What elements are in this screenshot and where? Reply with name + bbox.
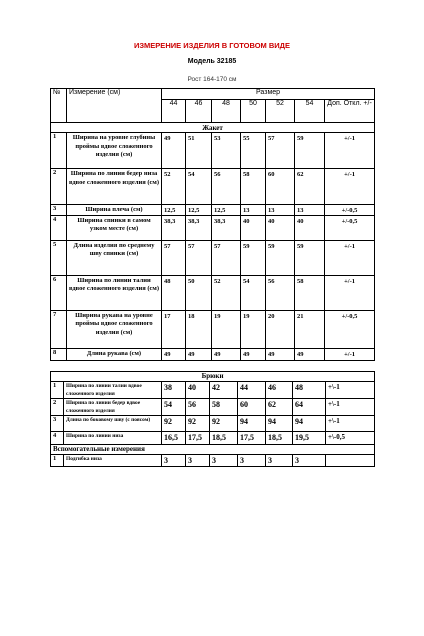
size-value: 18: [186, 310, 212, 348]
row-number: 2: [51, 169, 67, 205]
row-number: 4: [51, 432, 64, 445]
size-value: 40: [186, 382, 210, 399]
measurement-name: Ширина по линии низа: [64, 432, 162, 445]
size-value: 12,5: [162, 205, 186, 216]
measurement-name: Ширина по линии бедер вдвое сложенного изделия: [64, 399, 162, 416]
size-value: 57: [212, 240, 241, 275]
section-title-trousers: Брюки: [51, 372, 375, 382]
row-number: 6: [51, 275, 67, 310]
section-title-aux: Вспомогательные измерения: [51, 445, 375, 455]
size-value: 62: [295, 169, 325, 205]
size-value: 12,5: [212, 205, 241, 216]
tolerance-value: +\-1: [326, 382, 375, 399]
size-value: 49: [266, 348, 295, 360]
table-row: [51, 399, 375, 416]
size-value: 50: [186, 275, 212, 310]
size-value: 59: [295, 133, 325, 169]
size-value: 13: [295, 205, 325, 216]
tolerance-value: +/-1: [325, 240, 375, 275]
tolerance-value: +/-1: [325, 348, 375, 360]
table-row: [51, 310, 375, 348]
size-value: 16,5: [162, 432, 186, 445]
tolerance-value: +/-1: [325, 133, 375, 169]
table-row: [51, 432, 375, 445]
header-num: №: [51, 89, 67, 123]
table-row: [51, 240, 375, 275]
size-value: 38,3: [186, 215, 212, 240]
measurement-name: Длина по боковому шву (с поясом): [64, 416, 162, 432]
size-value: 18,5: [210, 432, 238, 445]
header-size-col: 46: [186, 100, 212, 123]
section-title-jacket: Жакет: [51, 123, 375, 133]
row-number: 2: [51, 399, 64, 416]
size-value: 44: [238, 382, 266, 399]
measurement-name: Ширина плеча (см): [67, 205, 162, 216]
size-value: 17,5: [238, 432, 266, 445]
size-value: 59: [295, 240, 325, 275]
size-value: 56: [212, 169, 241, 205]
size-value: 56: [186, 399, 210, 416]
size-value: 42: [210, 382, 238, 399]
table-row: [51, 416, 375, 432]
size-value: 38,3: [212, 215, 241, 240]
size-value: 57: [266, 133, 295, 169]
size-value: 94: [266, 416, 293, 432]
size-value: 3: [162, 455, 186, 467]
row-number: 1: [51, 133, 67, 169]
table-row: [51, 382, 375, 399]
size-value: 19: [212, 310, 241, 348]
size-value: 92: [210, 416, 238, 432]
size-value: 3: [186, 455, 210, 467]
tolerance-value: +/-1: [325, 169, 375, 205]
tolerance-value: [326, 455, 375, 467]
size-value: 49: [241, 348, 266, 360]
table-row: [51, 169, 375, 205]
measurement-name: Ширина по линии талии вдвое сложенного изделия: [64, 382, 162, 399]
size-value: 3: [293, 455, 326, 467]
size-value: 52: [162, 169, 186, 205]
size-value: 13: [241, 205, 266, 216]
size-value: 49: [295, 348, 325, 360]
table-row: [51, 215, 375, 240]
size-value: 18,5: [266, 432, 293, 445]
size-value: 49: [162, 348, 186, 360]
table-row: [51, 133, 375, 169]
size-value: 3: [238, 455, 266, 467]
size-value: 59: [241, 240, 266, 275]
size-value: 55: [241, 133, 266, 169]
size-value: 92: [162, 416, 186, 432]
size-value: 46: [266, 382, 293, 399]
header-size-col: 54: [295, 100, 325, 123]
size-value: 54: [186, 169, 212, 205]
size-value: 3: [210, 455, 238, 467]
tolerance-value: +/-0,5: [325, 310, 375, 348]
size-value: 12,5: [186, 205, 212, 216]
size-value: 17,5: [186, 432, 210, 445]
measurement-name: Ширина спинки в самом узком месте (см): [67, 215, 162, 240]
size-value: 51: [186, 133, 212, 169]
model-number: Модель 32185: [187, 58, 237, 65]
header-tolerance: Доп. Откл. +/-: [325, 100, 375, 123]
size-value: 19: [241, 310, 266, 348]
row-number: 3: [51, 416, 64, 432]
size-value: 94: [238, 416, 266, 432]
size-value: 48: [162, 275, 186, 310]
tolerance-value: +\-0,5: [326, 432, 375, 445]
row-number: 1: [51, 382, 64, 399]
tolerance-value: +/-0,5: [325, 205, 375, 216]
size-value: 64: [293, 399, 326, 416]
header-size-col: 48: [212, 100, 241, 123]
tolerance-value: +/-0,5: [325, 215, 375, 240]
measurement-name: Подгибка низа: [64, 455, 162, 467]
tolerance-value: +\-1: [326, 399, 375, 416]
trousers-measurement-table: [50, 371, 375, 467]
size-value: 58: [295, 275, 325, 310]
size-value: 40: [241, 215, 266, 240]
size-value: 60: [266, 169, 295, 205]
header-size-col: 52: [266, 100, 295, 123]
size-value: 49: [212, 348, 241, 360]
row-number: 3: [51, 205, 67, 216]
tolerance-value: +/-1: [325, 275, 375, 310]
measurement-name: Ширина по линии бедер низа вдвое сложенного изделия (см): [67, 169, 162, 205]
document-title: ИЗМЕРЕНИЕ ИЗДЕЛИЯ В ГОТОВОМ ВИДЕ: [133, 41, 291, 50]
header-size: Размер: [162, 89, 375, 100]
measurement-name: Ширина на уровне глубины проймы вдвое сложенного изделия (см): [67, 133, 162, 169]
size-value: 57: [162, 240, 186, 275]
section-row-aux: [51, 445, 375, 455]
size-value: 54: [162, 399, 186, 416]
measurement-name: Длина рукава (см): [67, 348, 162, 360]
size-value: 62: [266, 399, 293, 416]
measurement-name: Ширина рукава на уровне проймы вдвое сложенного изделия (см): [67, 310, 162, 348]
height-range: Рост 164-170 см: [187, 76, 237, 83]
size-value: 40: [295, 215, 325, 240]
size-value: 94: [293, 416, 326, 432]
size-value: 17: [162, 310, 186, 348]
row-number: 7: [51, 310, 67, 348]
size-value: 57: [186, 240, 212, 275]
header-measure: Измерение (см): [67, 89, 162, 123]
size-value: 48: [293, 382, 326, 399]
size-value: 21: [295, 310, 325, 348]
header-size-col: 44: [162, 100, 186, 123]
size-value: 49: [186, 348, 212, 360]
row-number: 4: [51, 215, 67, 240]
measurement-name: Ширина по линии талии вдвое сложенного изделия (см): [67, 275, 162, 310]
table-row: [51, 205, 375, 216]
size-value: 60: [238, 399, 266, 416]
row-number: 1: [51, 455, 64, 467]
size-value: 3: [266, 455, 293, 467]
size-value: 19,5: [293, 432, 326, 445]
size-value: 52: [212, 275, 241, 310]
measurement-name: Длина изделия по среднему шву спинки (см): [67, 240, 162, 275]
header-size-col: 50: [241, 100, 266, 123]
size-value: 92: [186, 416, 210, 432]
tolerance-value: +\-1: [326, 416, 375, 432]
table-row: [51, 455, 375, 467]
table-row: [51, 348, 375, 360]
size-value: 58: [210, 399, 238, 416]
size-value: 38: [162, 382, 186, 399]
jacket-measurement-table: [50, 88, 375, 361]
row-number: 5: [51, 240, 67, 275]
size-value: 38,3: [162, 215, 186, 240]
size-value: 54: [241, 275, 266, 310]
size-value: 20: [266, 310, 295, 348]
table-row: [51, 275, 375, 310]
size-value: 49: [162, 133, 186, 169]
size-value: 59: [266, 240, 295, 275]
row-number: 8: [51, 348, 67, 360]
size-value: 56: [266, 275, 295, 310]
size-value: 58: [241, 169, 266, 205]
size-value: 53: [212, 133, 241, 169]
size-value: 13: [266, 205, 295, 216]
size-value: 40: [266, 215, 295, 240]
